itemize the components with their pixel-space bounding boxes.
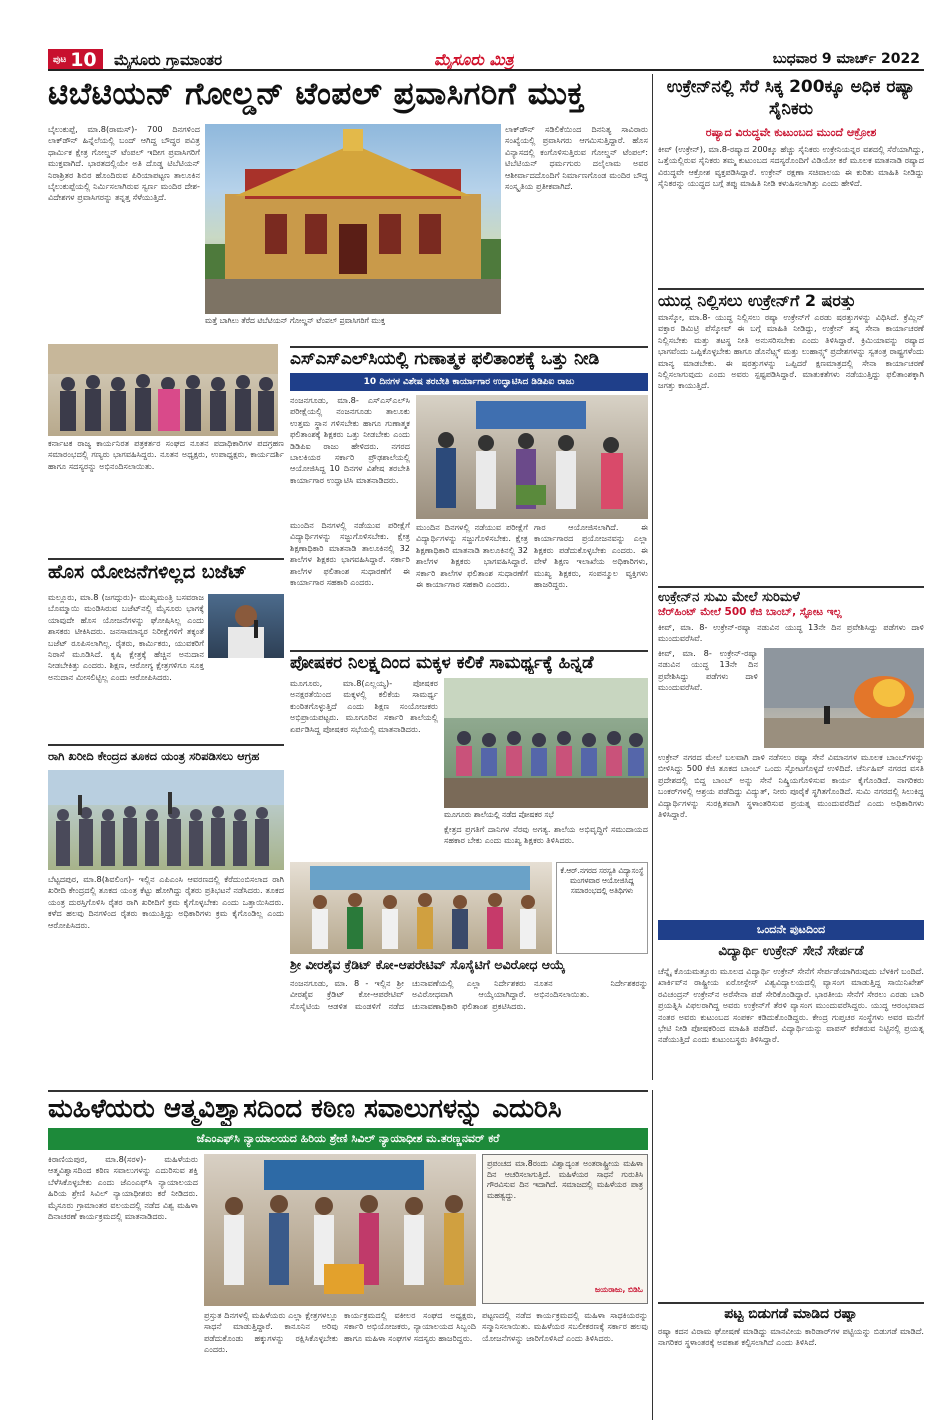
women-strip: ಜೆಎಂಎಫ್‌ಸಿ ನ್ಯಾಯಾಲಯದ ಹಿರಿಯ ಶ್ರೇಣಿ ಸಿವಿಲ್ ನ್ಯಾಯಾಧೀಶ ಮ.ತರಣ್ಣನವರ್ ಕರೆ: [48, 1128, 648, 1150]
article-tibetan-col1: ಬೈಲುಕುಪ್ಪೆ, ಮಾ.8(ರಾಮಸ್)- 700 ದಿನಗಳಿಂದ ಲಾಕ್‌ಡೌನ್ ಹಿನ್ನೆಲೆಯಲ್ಲಿ ಬಂದ್ ಆಗಿದ್ದ ಬೌದ್ಧರ ಪವಿತ್ರ ಧಾರ್ಮಿಕ ಕ್ಷೇತ್ರ ಗೋಲ್ಡನ್ ಟೆಂಪಲ್ ಇದೀಗ ಪ್ರವಾಸಿಗರಿಗೆ ಮುಕ್ತವಾಗಿದೆ. ಭಾರತದಲ್ಲಿಯೇ ಅತಿ ದೊಡ್ಡ ಟಿಬೆಟಿಯನ್ ನಿರಾಶ್ರಿತರ ಶಿಬಿರ ಹೊಂದಿರುವ ಪಿರಿಯಾಪಟ್ಟಣ ತಾಲೂಕಿನ ಬೈಲುಕುಪ್ಪೆಯಲ್ಲಿ ನಿರ್ಮಿಸಲಾಗಿರುವ ಸ್ವರ್ಣ ಮಂದಿರ ದೇಶ-ವಿದೇಶಗಳ ಪ್ರವಾಸಿಗರನ್ನು ತನ್ನತ್ತ ಸೆಳೆಯುತ್ತಿದೆ.: [48, 124, 200, 203]
article-ragi-body: ಬೆಟ್ಟದಪುರ, ಮಾ.8(ಶಿವಲಿಂಗ)- ಇಲ್ಲಿನ ಎಪಿಎಂಸಿ ಆವರಣದಲ್ಲಿ ಕೆರೆದುಂಬಿಸಲಾದ ರಾಗಿ ಖರೀದಿ ಕೇಂದ್ರದಲ್ಲಿ ತೂಕದ ಯಂತ್ರ ಕೆಟ್ಟು ಹೋಗಿದ್ದು ರೈತರು ಪ್ರತಿಭಟನೆ ನಡೆಸಿದರು. ತೂಕದ ಯಂತ್ರ ದುರಸ್ತಿಗೊಳಿಸಿ ರೈತರ ರಾಗಿ ಖರೀದಿಗೆ ಕ್ರಮ ಕೈಗೊಳ್ಳಬೇಕು ಎಂದು ಒತ್ತಾಯಿಸಿದರು. ಕಳೆದ ಹಲವು ದಿನಗಳಿಂದ ರೈತರು ಕಾಯುತ್ತಿದ್ದು ಅಧಿಕಾರಿಗಳು ಕ್ರಮ ಕೈಗೊಂಡಿಲ್ಲ ಎಂದು ಆರೋಪಿಸಿದರು.: [48, 874, 284, 930]
article-sslc-col1: ನಂಜನಗೂಡು, ಮಾ.8- ಎಸ್‌ಎಸ್‌ಎಲ್‌ಸಿ ಪರೀಕ್ಷೆಯಲ್ಲಿ ನಂಜನಗೂಡು ತಾಲೂಕು ಉತ್ತಮ ಸ್ಥಾನ ಗಳಿಸಬೇಕು ಹಾಗೂ ಗುಣಾತ್ಮಕ ಫಲಿತಾಂಶಕ್ಕೆ ಶಿಕ್ಷಕರು ಒತ್ತು ನೀಡಬೇಕು ಎಂದು ಡಿಡಿಪಿಐ ರಾಜು ಹೇಳಿದರು. ನಗರದ ಬಾಲಕಿಯರ ಸರ್ಕಾರಿ ಪ್ರೌಢಶಾಲೆಯಲ್ಲಿ ಆಯೋಜಿಸಿದ್ದ 10 ದಿನಗಳ ವಿಶೇಷ ತರಬೇತಿ ಕಾರ್ಯಾಗಾರ ಉದ್ಘಾಟಿಸಿ ಮಾತನಾಡಿದರು.: [290, 395, 410, 485]
column-divider-lower: [652, 1090, 653, 1420]
article-sslc-col2: ಮುಂದಿನ ದಿನಗಳಲ್ಲಿ ನಡೆಯುವ ಪರೀಕ್ಷೆಗೆ ವಿದ್ಯಾರ್ಥಿಗಳನ್ನು ಸಜ್ಜುಗೊಳಿಸಬೇಕು. ಕ್ಷೇತ್ರ ಶಿಕ್ಷಣಾಧಿಕಾರಿ ಮಾತನಾಡಿ ತಾಲೂಕಿನಲ್ಲಿ 32 ಶಾಲೆಗಳ ಶಿಕ್ಷಕರು ಭಾಗವಹಿಸಿದ್ದಾರೆ. ಸರ್ಕಾರಿ ಶಾಲೆಗಳ ಫಲಿತಾಂಶ ಸುಧಾರಣೆಗೆ ಈ ಕಾರ್ಯಾಗಾರ ಸಹಕಾರಿ ಎಂದರು.: [290, 520, 410, 588]
article-sumi-col: ಕೀವ್, ಮಾ. 8- ಉಕ್ರೇನ್-ರಷ್ಯಾ ನಡುವಿನ ಯುದ್ಧ 13ನೇ ದಿನ ಪ್ರವೇಶಿಸಿದ್ದು ಪಡೆಗಳು ದಾಳಿ ಮುಂದುವರೆಸಿವೆ.: [658, 648, 758, 693]
headline-two-conditions: ಯುದ್ಧ ನಿಲ್ಲಿಸಲು ಉಕ್ರೇನ್‌ಗೆ 2 ಷರತ್ತು: [658, 288, 924, 310]
quote-box-author: ಜಯರಾಜು, ಬಿಡಿಓ: [595, 1285, 643, 1294]
headline-ragi: ರಾಗಿ ಖರೀದಿ ಕೇಂದ್ರದ ತೂಕದ ಯಂತ್ರ ಸರಿಪಡಿಸಲು ಆಗ್ರಹ: [48, 744, 284, 764]
photo-ragi-protest: [48, 770, 284, 870]
page-label: ಪುಟ: [53, 55, 67, 65]
article-women-col4: ಪಟ್ಟಣದಲ್ಲಿ ನಡೆದ ಕಾರ್ಯಕ್ರಮದಲ್ಲಿ ಮಹಿಳಾ ಸಾಧಕಿಯರನ್ನು ಸನ್ಮಾನಿಸಲಾಯಿತು. ಮಹಿಳೆಯರ ಸಬಲೀಕರಣಕ್ಕೆ ಸರ್ಕಾರ ಹಲವು ಯೋಜನೆಗಳನ್ನು ಜಾರಿಗೊಳಿಸಿದೆ ಎಂದು ತಿಳಿಸಿದರು.: [482, 1310, 648, 1343]
article-women-col2: ಪ್ರಸ್ತುತ ದಿನಗಳಲ್ಲಿ ಮಹಿಳೆಯರು ಎಲ್ಲಾ ಕ್ಷೇತ್ರಗಳಲ್ಲೂ ಸಾಧನೆ ಮಾಡುತ್ತಿದ್ದಾರೆ. ಕಾನೂನಿನ ಅರಿವು ಪಡೆದುಕೊಂಡು ಹಕ್ಕುಗಳನ್ನು ರಕ್ಷಿಸಿಕೊಳ್ಳಬೇಕು ಎಂದರು.: [204, 1310, 338, 1355]
photo-budget-speaker: [208, 594, 284, 658]
headline-sumi: ಉಕ್ರೇನ್‌ನ ಸುಮಿ ಮೇಲೆ ಸುರಿಮಳೆ: [658, 586, 924, 604]
subhead-ukraine-soldiers: ರಷ್ಯಾದ ವಿರುದ್ಧವೇ ಕುಟುಂಬದ ಮುಂದೆ ಆಕ್ರೋಶ: [705, 126, 877, 139]
photo-golden-temple: [205, 124, 501, 314]
article-russia-list-body: ರಷ್ಯಾ ಕದನ ವಿರಾಮ ಘೋಷಣೆ ಮಾಡಿದ್ದು ಮಾನವೀಯ ಕಾರಿಡಾರ್‌ಗಳ ಪಟ್ಟಿಯನ್ನು ಬಿಡುಗಡೆ ಮಾಡಿದೆ. ನಾಗರಿಕರ ಸ್ಥಳಾಂತರಕ್ಕೆ ಅವಕಾಶ ಕಲ್ಪಿಸಲಾಗಿದೆ ಎಂದು ತಿಳಿಸಿದೆ.: [658, 1326, 924, 1348]
article-sslc-col2b: ಮುಂದಿನ ದಿನಗಳಲ್ಲಿ ನಡೆಯುವ ಪರೀಕ್ಷೆಗೆ ವಿದ್ಯಾರ್ಥಿಗಳನ್ನು ಸಜ್ಜುಗೊಳಿಸಬೇಕು. ಕ್ಷೇತ್ರ ಶಿಕ್ಷಣಾಧಿಕಾರಿ ಮಾತನಾಡಿ ತಾಲೂಕಿನಲ್ಲಿ 32 ಶಾಲೆಗಳ ಶಿಕ್ಷಕರು ಭಾಗವಹಿಸಿದ್ದಾರೆ. ಸರ್ಕಾರಿ ಶಾಲೆಗಳ ಫಲಿತಾಂಶ ಸುಧಾರಣೆಗೆ ಈ ಕಾರ್ಯಾಗಾರ ಸಹಕಾರಿ ಎಂದರು.: [416, 522, 528, 590]
brand-logo: ಮೈಸೂರು ಮಿತ್ರ: [434, 50, 514, 69]
headline-women: ಮಹಿಳೆಯರು ಆತ್ಮವಿಶ್ವಾಸದಿಂದ ಕಠಿಣ ಸವಾಲುಗಳನ್ನು ಎದುರಿಸಿ: [48, 1090, 648, 1126]
article-parents-col1: ಮೂಗೂರು, ಮಾ.8(ಎಲ್ಲಯ್ಯ)- ಪೋಷಕರ ಅನಕ್ಷರತೆಯಿಂದ ಮಕ್ಕಳಲ್ಲಿ ಕಲಿಕೆಯ ಸಾಮರ್ಥ್ಯ ಕುಂಠಿತಗೊಳ್ಳುತ್ತಿದೆ ಎಂದು ಶಿಕ್ಷಣ ಸಂಯೋಜಕರು ಅಭಿಪ್ರಾಯಪಟ್ಟರು. ಮೂಗೂರಿನ ಸರ್ಕಾರಿ ಶಾಲೆಯಲ್ಲಿ ಏರ್ಪಡಿಸಿದ್ದ ಪೋಷಕರ ಸಭೆಯಲ್ಲಿ ಮಾತನಾಡಿದರು.: [290, 678, 438, 734]
photo-sumi-fire: [764, 648, 924, 748]
article-parents-below: ಕ್ಷೇತ್ರದ ಪ್ರಗತಿಗೆ ದಾನಿಗಳ ನೆರವು ಅಗತ್ಯ. ಶಾಲೆಯ ಅಭಿವೃದ್ಧಿಗೆ ಸಮುದಾಯದ ಸಹಕಾರ ಬೇಕು ಎಂದು ಮುಖ್ಯ ಶಿಕ್ಷಕರು ತಿಳಿಸಿದರು.: [444, 824, 648, 846]
article-sslc-col3: ಗಾರ ಆಯೋಜಿಸಲಾಗಿದೆ. ಈ ಕಾರ್ಯಾಗಾರದ ಪ್ರಯೋಜನವನ್ನು ಎಲ್ಲಾ ಶಿಕ್ಷಕರು ಪಡೆದುಕೊಳ್ಳಬೇಕು ಎಂದರು. ಈ ವೇಳೆ ಶಿಕ್ಷಣ ಇಲಾಖೆಯ ಅಧಿಕಾರಿಗಳು, ಮುಖ್ಯ ಶಿಕ್ಷಕರು, ಸಂಪನ್ಮೂಲ ವ್ಯಕ್ತಿಗಳು ಹಾಜರಿದ್ದರು.: [534, 522, 648, 590]
headline-budget: ಹೊಸ ಯೋಜನೆಗಳಿಲ್ಲದ ಬಜೆಟ್: [48, 558, 284, 586]
article-women-col1: ಕಿರಾಣಿಯಪುರ, ಮಾ.8(ಸರಳ)- ಮಹಿಳೆಯರು ಆತ್ಮವಿಶ್ವಾಸದಿಂದ ಕಠಿಣ ಸವಾಲುಗಳನ್ನು ಎದುರಿಸುವ ಶಕ್ತಿ ಬೆಳೆಸಿಕೊಳ್ಳಬೇಕು ಎಂದು ಜೆಎಂಎಫ್‌ಸಿ ನ್ಯಾಯಾಲಯದ ಹಿರಿಯ ಶ್ರೇಣಿ ಸಿವಿಲ್ ನ್ಯಾಯಾಧೀಶರು ಕರೆ ನೀಡಿದರು. ಮೈಸೂರು ಗ್ರಾಮಾಂತರ ವಲಯದಲ್ಲಿ ನಡೆದ ವಿಶ್ವ ಮಹಿಳಾ ದಿನಾಚರಣೆ ಕಾರ್ಯಕ್ರಮದಲ್ಲಿ ಮಾತನಾಡಿದರು.: [48, 1154, 198, 1222]
photo-sslc-workshop: [416, 395, 648, 519]
page-number-box: [48, 49, 103, 71]
sidebox-saraswathi: ಕೆ.ಆರ್.ನಗರದ ಸರಸ್ವತಿ ವಿದ್ಯಾಸಂಸ್ಥೆ ಮಂಗಳವಾರ ಆಯೋಜಿಸಿದ್ದ ಸಮಾರಂಭದಲ್ಲಿ ಅತಿಥಿಗಳು: [556, 862, 648, 954]
article-two-conditions-body: ಮಾಸ್ಕೋ, ಮಾ.8- ಯುದ್ಧ ನಿಲ್ಲಿಸಲು ರಷ್ಯಾ ಉಕ್ರೇನ್‌ಗೆ ಎರಡು ಷರತ್ತುಗಳನ್ನು ವಿಧಿಸಿದೆ. ಕ್ರೆಮ್ಲಿನ್ ವಕ್ತಾರ ಡಿಮಿಟ್ರಿ ಪೆಸ್ಕೋವ್ ಈ ಬಗ್ಗೆ ಮಾಹಿತಿ ನೀಡಿದ್ದು, ಉಕ್ರೇನ್ ತನ್ನ ಸೇನಾ ಕಾರ್ಯಾಚರಣೆ ನಿಲ್ಲಿಸಬೇಕು ಮತ್ತು ತಟಸ್ಥ ನೀತಿ ಅನುಸರಿಸಬೇಕು ಎಂದು ತಿಳಿಸಿದ್ದಾರೆ. ಕ್ರಿಮಿಯಾವನ್ನು ರಷ್ಯಾದ ಭಾಗವೆಂದು ಒಪ್ಪಿಕೊಳ್ಳಬೇಕು ಹಾಗೂ ಡೊನೆಟ್ಸ್ಕ್ ಮತ್ತು ಲುಹಾನ್ಸ್ಕ್ ಪ್ರದೇಶಗಳನ್ನು ಸ್ವತಂತ್ರ ರಾಷ್ಟ್ರಗಳೆಂದು ಮಾನ್ಯ ಮಾಡಬೇಕು. ಈ ಷರತ್ತುಗಳನ್ನು ಒಪ್ಪಿದರೆ ಕ್ಷಣಮಾತ್ರದಲ್ಲಿ ಸೇನಾ ಕಾರ್ಯಾಚರಣೆ ನಿಲ್ಲಿಸಲಾಗುವುದು ಎಂದು ಅವರು ಸ್ಪಷ್ಟಪಡಿಸಿದ್ದಾರೆ. ಮಾತುಕತೆಗಳು ನಡೆಯುತ್ತಿದ್ದು ಫಲಿತಾಂಶಕ್ಕಾಗಿ ಜಗತ್ತು ಕಾಯುತ್ತಿದೆ.: [658, 312, 924, 391]
article-sumi-body: ಉಕ್ರೇನ್ ನಗರದ ಮೇಲೆ ಬಲವಾಗಿ ದಾಳಿ ನಡೆಸಲು ರಷ್ಯಾ ಸೇನೆ ವಿಮಾನಗಳ ಮೂಲಕ ಬಾಂಬ್‌ಗಳನ್ನು ಬೀಳಿಸಿದ್ದು 500 ಕೆಜಿ ತೂಕದ ಬಾಂಬ್ ಒಂದು ಸ್ಫೋಟಗೊಳ್ಳದೆ ಉಳಿದಿದೆ. ಚೆರ್ನಿಹಿವ್ ನಗರದ ವಸತಿ ಪ್ರದೇಶದಲ್ಲಿ ಬಿದ್ದ ಬಾಂಬ್ ಅನ್ನು ಸೇನೆ ನಿಷ್ಕ್ರಿಯಗೊಳಿಸುವ ಕಾರ್ಯ ಕೈಗೊಂಡಿದೆ. ನಾಗರಿಕರು ಬಂಕರ್‌ಗಳಲ್ಲಿ ಆಶ್ರಯ ಪಡೆದಿದ್ದು ವಿದ್ಯುತ್, ನೀರು ಪೂರೈಕೆ ಸ್ಥಗಿತಗೊಂಡಿದೆ. ಸುಮಿ ನಗರದಲ್ಲಿ ಸಿಲುಕಿದ್ದ ವಿದ್ಯಾರ್ಥಿಗಳನ್ನು ಸುರಕ್ಷಿತವಾಗಿ ಸ್ಥಳಾಂತರಿಸುವ ಪ್ರಯತ್ನ ಮುಂದುವರೆದಿದೆ ಎಂದು ಅಧಿಕಾರಿಗಳು ತಿಳಿಸಿದ್ದಾರೆ.: [658, 752, 924, 820]
headline-parents: ಪೋಷಕರ ನಿಲಕ್ಷ್ಯದಿಂದ ಮಕ್ಕಳ ಕಲಿಕೆ ಸಾಮರ್ಥ್ಯಕ್ಕೆ ಹಿನ್ನಡೆ: [290, 650, 648, 674]
headline-ukraine-soldiers: ಉಕ್ರೇನ್‌ನಲ್ಲಿ ಸೆರೆ ಸಿಕ್ಕ 200ಕ್ಕೂ ಅಧಿಕ ರಷ್ಯಾ ಸೈನಿಕರು: [666, 77, 916, 119]
section-title: ಮೈಸೂರು ಗ್ರಾಮಾಂತರ: [114, 51, 223, 69]
caption-journalists: ಕರ್ನಾಟಕ ರಾಜ್ಯ ಕಾರ್ಯನಿರತ ಪತ್ರಕರ್ತರ ಸಂಘದ ನೂತನ ಪದಾಧಿಕಾರಿಗಳ ಪದಗ್ರಹಣ ಸಮಾರಂಭದಲ್ಲಿ ಗಣ್ಯರು ಭಾಗವಹಿಸಿದ್ದರು. ನೂತನ ಅಧ್ಯಕ್ಷರು, ಉಪಾಧ್ಯಕ್ಷರು, ಕಾರ್ಯದರ್ಶಿ ಹಾಗೂ ಸದಸ್ಯರನ್ನು ಅಭಿನಂದಿಸಲಾಯಿತು.: [48, 438, 284, 471]
caption-golden-temple: ಮತ್ತೆ ಬಾಗಿಲು ತೆರೆದ ಟಿಬೆಟಿಯನ್ ಗೋಲ್ಡನ್ ಟೆಂಪಲ್ ಪ್ರವಾಸಿಗರಿಗೆ ಮುಕ್ತ: [205, 316, 386, 325]
photo-womens-day: [204, 1154, 476, 1306]
sslc-strip: 10 ದಿನಗಳ ವಿಶೇಷ ತರಬೇತಿ ಕಾರ್ಯಾಗಾರ ಉದ್ಘಾಟಿಸಿದ ಡಿಡಿಪಿಐ ರಾಜು: [290, 373, 648, 391]
article-women-col3: ಕಾರ್ಯಕ್ರಮದಲ್ಲಿ ವಕೀಲರ ಸಂಘದ ಅಧ್ಯಕ್ಷರು, ಸರ್ಕಾರಿ ಅಭಿಯೋಜಕರು, ನ್ಯಾಯಾಲಯದ ಸಿಬ್ಬಂದಿ ಹಾಗೂ ಮಹಿಳಾ ಸಂಘಗಳ ಸದಸ್ಯರು ಹಾಜರಿದ್ದರು.: [344, 1310, 476, 1343]
headline-student-ukraine: ವಿದ್ಯಾರ್ಥಿ ಉಕ್ರೇನ್ ಸೇನೆ ಸೇರ್ಪಡೆ: [718, 944, 864, 959]
photo-journalists: [48, 344, 278, 436]
headline-credit-society: ಶ್ರೀ ವೀರಶೈವ ಕ್ರೆಡಿಟ್ ಕೋ-ಆಪರೇಟಿವ್ ಸೊಸೈಟಿಗೆ ಅವಿರೋಧ ಆಯ್ಕೆ: [290, 958, 566, 972]
quote-box-text: ಪ್ರಪಂಚದ ಮಾ.8ರಂದು ವಿಶ್ವಾದ್ಯಂತ ಅಂತರಾಷ್ಟ್ರೀಯ ಮಹಿಳಾ ದಿನ ಆಚರಿಸಲಾಗುತ್ತಿದೆ. ಮಹಿಳೆಯರ ಸಾಧನೆ ಗುರುತಿಸಿ ಗೌರವಿಸುವ ದಿನ ಇದಾಗಿದೆ. ಸಮಾಜದಲ್ಲಿ ಮಹಿಳೆಯರ ಪಾತ್ರ ಮಹತ್ವದ್ದು.: [487, 1159, 643, 1200]
headline-russia-list: ಪಟ್ಟ ಬಿಡುಗಡೆ ಮಾಡಿದ ರಷ್ಯಾ: [658, 1302, 924, 1322]
article-student-ukraine-body: ಚೆನ್ನೈ ಕೊಯಮತ್ತೂರು ಮೂಲದ ವಿದ್ಯಾರ್ಥಿ ಉಕ್ರೇನ್ ಸೇನೆಗೆ ಸೇರ್ಪಡೆಯಾಗಿರುವುದು ಬೆಳಕಿಗೆ ಬಂದಿದೆ. ಖಾರ್ಕಿವ್‌ನ ರಾಷ್ಟ್ರೀಯ ಏರೋಸ್ಪೇಸ್ ವಿಶ್ವವಿದ್ಯಾಲಯದಲ್ಲಿ ವ್ಯಾಸಂಗ ಮಾಡುತ್ತಿದ್ದ ಸಾಯಿನಿಖೇಶ್ ರವಿಚಂದ್ರನ್ ಉಕ್ರೇನ್‌ನ ಅರೆಸೇನಾ ಪಡೆ ಸೇರಿಕೊಂಡಿದ್ದಾರೆ. ಭಾರತೀಯ ಸೇನೆಗೆ ಸೇರಲು ಎರಡು ಬಾರಿ ಪ್ರಯತ್ನಿಸಿ ವಿಫಲರಾಗಿದ್ದ ಅವರು ಉಕ್ರೇನ್‌ಗೆ ತೆರಳಿ ವ್ಯಾಸಂಗ ಮುಂದುವರೆಸಿದ್ದರು. ಯುದ್ಧ ಆರಂಭವಾದ ನಂತರ ಅವರು ಕುಟುಂಬದ ಸಂಪರ್ಕ ಕಡಿದುಕೊಂಡಿದ್ದರು. ಕೇಂದ್ರ ಗುಪ್ತಚರ ಸಂಸ್ಥೆಗಳು ಅವರ ಮನೆಗೆ ಭೇಟಿ ನೀಡಿ ಪೋಷಕರಿಂದ ಮಾಹಿತಿ ಪಡೆದಿವೆ. ವಿದ್ಯಾರ್ಥಿಯನ್ನು ವಾಪಸ್ ಕರೆತರುವ ನಿಟ್ಟಿನಲ್ಲಿ ಪ್ರಯತ್ನ ನಡೆಯುತ್ತಿದೆ ಎಂದು ಕುಟುಂಬಸ್ಥರು ತಿಳಿಸಿದ್ದಾರೆ.: [658, 966, 924, 1045]
headline-tibetan: ಟಿಬೆಟಿಯನ್ ಗೋಲ್ಡನ್ ಟೆಂಪಲ್ ಪ್ರವಾಸಿಗರಿಗೆ ಮುಕ್ತ: [48, 78, 585, 112]
issue-date: ಬುಧವಾರ 9 ಮಾರ್ಚ್ 2022: [772, 51, 920, 67]
subhead-sumi: ಜೆರ್‌ಹಿಂಟ್ ಮೇಲೆ 500 ಕೆಜಿ ಬಾಂಬ್, ಸ್ಫೋಟ ಇಲ್ಲ: [658, 606, 842, 618]
continued-strip: ಒಂದನೇ ಪುಟದಿಂದ: [658, 920, 924, 940]
headline-sslc: ಎಸ್‌ಎಸ್‌ಎಲ್‌ಸಿಯಲ್ಲಿ ಗುಣಾತ್ಮಕ ಫಲಿತಾಂಶಕ್ಕೆ ಒತ್ತು ನೀಡಿ: [290, 346, 648, 370]
caption-parents: ಮೂಗೂರು ಶಾಲೆಯಲ್ಲಿ ನಡೆದ ಪೋಷಕರ ಸಭೆ: [444, 810, 554, 819]
article-tibetan-col2: ಲಾಕ್‌ಡೌನ್ ಸಡಿಲಿಕೆಯಿಂದ ದಿನನಿತ್ಯ ಸಾವಿರಾರು ಸಂಖ್ಯೆಯಲ್ಲಿ ಪ್ರವಾಸಿಗರು ಆಗಮಿಸುತ್ತಿದ್ದಾರೆ. ಹೊಸ ವಿನ್ಯಾಸದಲ್ಲಿ ಕಂಗೊಳಿಸುತ್ತಿರುವ ಗೋಲ್ಡನ್ ಟೆಂಪಲ್: ಟಿಬೆಟಿಯನ್ ಧರ್ಮಗುರು ದಲೈಲಾಮ ಅವರ ಆಶೀರ್ವಾದದೊಂದಿಗೆ ನಿರ್ಮಾಣಗೊಂಡ ಮಂದಿರ ಬೌದ್ಧ ಸಂಸ್ಕೃತಿಯ ಪ್ರತೀಕವಾಗಿದೆ.: [505, 124, 648, 192]
column-divider: [652, 74, 653, 1080]
page-number: 10: [70, 49, 97, 71]
article-ukraine-soldiers-body: ಕೀವ್ (ಉಕ್ರೇನ್), ಮಾ.8-ರಷ್ಯಾದ 200ಕ್ಕೂ ಹೆಚ್ಚು ಸೈನಿಕರು ಉಕ್ರೇನಿಯನ್ನರ ವಶದಲ್ಲಿ ಸೆರೆಯಾಗಿದ್ದು, ಒತ್ತೆಯಲ್ಲಿರುವ ಸೈನಿಕರು ತಮ್ಮ ಕುಟುಂಬದ ಸದಸ್ಯರೊಂದಿಗೆ ವಿಡಿಯೋ ಕರೆ ಮೂಲಕ ಮಾತನಾಡಿ ರಷ್ಯಾದ ವಿರುದ್ಧವೇ ಆಕ್ರೋಶ ವ್ಯಕ್ತಪಡಿಸಿದ್ದಾರೆ. ಉಕ್ರೇನ್ ರಕ್ಷಣಾ ಸಚಿವಾಲಯ ಈ ಕುರಿತು ಮಾಹಿತಿ ನೀಡಿದ್ದು ಸೈನಿಕರನ್ನು ಯುದ್ಧದ ಬಗ್ಗೆ ತಪ್ಪು ಮಾಹಿತಿ ನೀಡಿ ಕಳುಹಿಸಲಾಗಿತ್ತು ಎಂದು ಹೇಳಿದೆ.: [658, 144, 924, 189]
masthead: [48, 49, 924, 71]
article-sumi-lead: ಕೀವ್, ಮಾ. 8- ಉಕ್ರೇನ್-ರಷ್ಯಾ ನಡುವಿನ ಯುದ್ಧ 13ನೇ ದಿನ ಪ್ರವೇಶಿಸಿದ್ದು ಪಡೆಗಳು ದಾಳಿ ಮುಂದುವರೆಸಿವೆ.: [658, 622, 924, 644]
article-budget-body: ಮಲ್ಲೂರು, ಮಾ.8 (ಜಗದ್ಗುರು)- ಮುಖ್ಯಮಂತ್ರಿ ಬಸವರಾಜ ಬೊಮ್ಮಾಯಿ ಮಂಡಿಸಿರುವ ಬಜೆಟ್‌ನಲ್ಲಿ ಮೈಸೂರು ಭಾಗಕ್ಕೆ ಯಾವುದೇ ಹೊಸ ಯೋಜನೆಗಳನ್ನು ಘೋಷಿಸಿಲ್ಲ ಎಂದು ಶಾಸಕರು ಟೀಕಿಸಿದರು. ಜನಸಾಮಾನ್ಯರ ನಿರೀಕ್ಷೆಗಳಿಗೆ ತಕ್ಕಂತೆ ಬಜೆಟ್ ರೂಪಿಸಲಾಗಿಲ್ಲ. ರೈತರು, ಕಾರ್ಮಿಕರು, ಯುವಕರಿಗೆ ನಿರಾಸೆ ಮೂಡಿಸಿದೆ. ಕೃಷಿ ಕ್ಷೇತ್ರಕ್ಕೆ ಹೆಚ್ಚಿನ ಅನುದಾನ ನೀಡಬೇಕಿತ್ತು ಎಂದರು. ಶಿಕ್ಷಣ, ಆರೋಗ್ಯ ಕ್ಷೇತ್ರಗಳಿಗೂ ಸೂಕ್ತ ಅನುದಾನ ಮೀಸಲಿಟ್ಟಿಲ್ಲ ಎಂದು ಆರೋಪಿಸಿದರು.: [48, 592, 204, 682]
photo-saraswathi-event: [290, 862, 552, 954]
article-credit-body: ನಂಜನಗೂಡು, ಮಾ. 8 - ಇಲ್ಲಿನ ಶ್ರೀ ವೀರಶೈವ ಕ್ರೆಡಿಟ್ ಕೋ-ಆಪರೇಟಿವ್ ಸೊಸೈಟಿಯ ಆಡಳಿತ ಮಂಡಳಿಗೆ ನಡೆದ ಚುನಾವಣೆಯಲ್ಲಿ ಎಲ್ಲಾ ನಿರ್ದೇಶಕರು ಅವಿರೋಧವಾಗಿ ಆಯ್ಕೆಯಾಗಿದ್ದಾರೆ. ಚುನಾವಣಾಧಿಕಾರಿ ಫಲಿತಾಂಶ ಪ್ರಕಟಿಸಿದರು. ನೂತನ ನಿರ್ದೇಶಕರನ್ನು ಅಭಿನಂದಿಸಲಾಯಿತು.: [290, 978, 648, 1011]
photo-parents-meeting: [444, 678, 648, 808]
quote-box: [482, 1154, 648, 1304]
